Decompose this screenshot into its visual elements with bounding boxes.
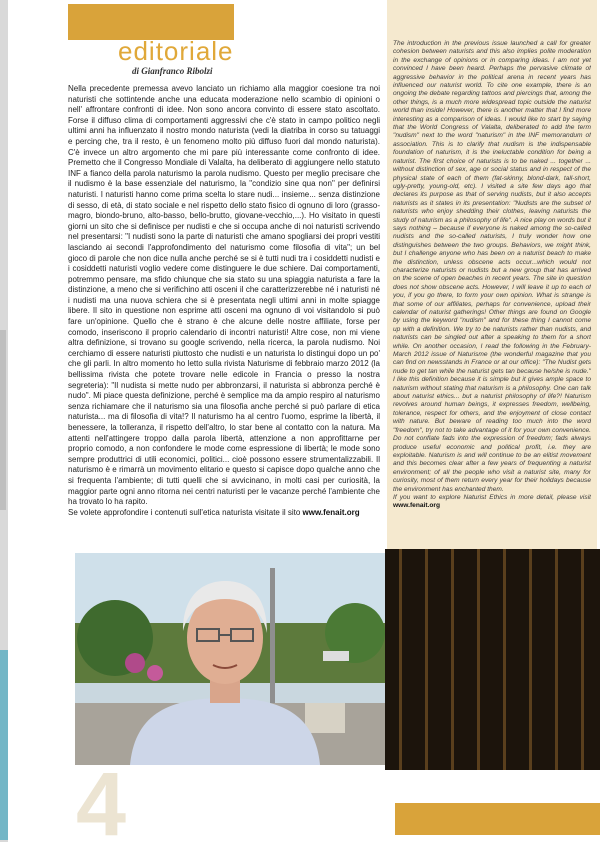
decorative-wood-panel	[385, 549, 600, 770]
english-article	[393, 40, 591, 548]
header-color-bar	[68, 4, 234, 40]
footer-color-bar	[395, 803, 600, 835]
italian-body: Nella precedente premessa avevo lanciato un richiamo alla maggior coesione tra noi naturisti che sottintende anche una educata moderazione nello scambio di opinioni o nell' affrontare confronti di idee. Non sono ancora convinto di essere stato ascoltato. Forse il diffuso clima di comportamenti aggressivi che c'è stato in campo politico negli ultimi anni ha influenzato il nostro mondo naturista (vedi la diatriba in corso su tatuaggi e percing che, tra il resto, è un fenomeno molto più diffuso fuori dal mondo naturista). C'è invece un altro argomento che mi pare più interessante come confronto di idee. Premetto che il Congresso Mondiale di Valalta, ha deliberato di aggiungere nello statuto INF a fianco della parola naturismo la parola nudismo. Questo per meglio precisare che il nudismo è la base essenziale del naturismo, la "condizio sine qua non" per definirsi naturisti. I naturisti hanno come prima scelta lo stare nudi... insieme... senza distinzione di sesso, di età, di stato sociale e nel rispetto dello stato fisico di ognuno di loro (grasso-magro, biondo-bruno, alto-basso, bello-brutto, giovane-vecchio,...). Ho visitato in questi giorni un sito che si definisce per nudisti e che si occupa anche di noi naturisti scrivendo nel presentarsi: "I nudisti sono la parte di naturisti che amano spogliarsi dei propri vestiti lasciando ai secondi l'approfondimento del naturismo come filosofia di vita"; un bel gioco di parole che non dice nulla anche perché se si è tutti nudi tra i cosiddetti nudisti e i cosiddetti naturisti voglio vedere come distinguere le due schiere. Dai comportamenti, potremmo pensare, ma sfido chiunque che sia stato su una spiaggia naturista a fare la distinzione, a meno che si verifichino atti osceni il che caratterizzerebbe né i naturisti né i nudisti ma una nuova schiera che si è presentata negli ultimi anni in molte spiagge libere. Il sito in questione non esprime atti osceni ma ognuno di voi visitandolo si può fare un'opinione. Quello che è strano è che alcune delle nostre affiliate, forse per comodo, inseriscono il proprio calendario di incontri naturisti! Altre cose, non mi viene altra definizione, si trovano su google scrivendo, nella ricerca, la parola nudismo. Noi cerchiamo di essere naturisti piuttosto che nudisti e un naturista lo distingui dopo un po' che gli parli. In altro momento ho letto sulla rivista Naturisme di febbraio marzo 2012 (la bellissima rivista che potete trovare nelle edicole in Francia o presso la nostra segreteria): "Il nudista si mette nudo per abbronzarsi, il naturista si abbronza perché è nudo". Mi piace questa definizione, perché è semplice ma da ampio respiro al naturismo senza richiamare che il naturismo sia una filosofia anche perché si può parlare di etica naturista... ma di filosofia di vita!? Il naturismo ha al centro l'uomo, esprime la libertà, il benessere, la tolleranza, il rispetto dell'altro, lo star bene al contatto con la natura. Ma attenti nell'attingere troppo dalla parola libertà, attenzione a non approfittarne per proprio comodo, a non confondere le mode come espressione di libertà; le mode sono sempre produttrici di utili economici, politici... cioè possono essere strumentalizzabili. Il naturismo è e rimarrà un movimento elitario e questo si capisce dopo qualche anno che si frequenta l'ambiente; di tutti quelli che si avvicinano, in molti casi per curiosità, la maggior parte ogni anno ritorna nei centri naturisti per le vacanze perché l'ambiente che ha trovato lo ha rapito.	[68, 84, 380, 507]
english-body: The introduction in the previous issue launched a call for greater cohesion between naturists and this also implies polite moderation in the exchange of opinions or in comparing ideas. I am not yet convinced I have been heard. Perhaps the pervasive climate of aggressive behavior in the political arena in recent years has influenced our naturist world. To cite one example, there is an ongoing the debate regarding tattoos and piercings that, among the other things, is a much more widespread topic outside the naturist world than inside! However, there is another matter that I find more interesting as a comparison of ideas. I would like to start by saying that the World Congress of Valalta, deliberated to add the term "nudism" next to the word "naturism" in the INF memorandum of association. This is to clarify that nudism is the indispensable foundation of naturism, it is the ineluctable condition for being a naturist. The first choice of naturists is to be naked ... together ... without distinction of sex, age or social status and in respect of the physical state of each of them (fat-skinny, blond-dark, tall-short, ugly-pretty, young-old, etc). I visited a site few days ago that declares its purpose as that of serving nudists, but it also accepts naturists as it states in its presentation: "Nudists are the subset of naturists who enjoy shedding their clothes, leaving naturists the study of naturism as a philosophy of life". A nice play on words but it says nothing – because if everyone is naked among the so-called nudists and the so-called naturists, I truly wonder how one distinguishes between the two groups. Behaviors, we might think, but I challenge anyone who has been on a naturist beach to make the distinction, unless obscene acts occur...which would not characterize naturists or nudists but a new group that has arrived on the scene of open beaches in recent years. The site in question does not show obscene acts. However, I will leave it up to each of you, if you go there, to form your own opinion. What is strange is that some of our affiliates, perhaps for convenience, upload their calendar of naturist gatherings! Other things are found on Google by using the keyword "nudism" and for these thing I cannot come up with a definition. We try to be naturists rather than nudists, and naturists can be singled out after a speaking to them for a short while. On another occasion, I read the following in the February-March 2012 issue of Naturisme (the wonderful magazine that you can find on newsstands in France or at our office): "The Nudist gets nude to get tan while the naturist gets tan because he/she is nude." I like this definition because it is simple but it gives ample space to naturism without stating that naturism is a philosophy. One can talk about naturist ethics... but a naturist philosophy of life?! Naturism revolves around human beings, it expresses freedom, wellbeing, tolerance, respect for others, and the enjoyment of close contact with nature. But beware of reading too much into the word "freedom", try not to take advantage of it for your own convenience. Do not conflate fads into the expression of freedom; fads always produce useful economic and political profit, i.e. they are exploitable. Naturism is and will continue to be an elitist movement and this becomes clear after a few years of frequenting a naturist environment; of all the people who visit a naturist site, many for curiosity, most of them return every year for their holidays because the environment has enchanted them.	[393, 40, 591, 493]
section-title: editoriale	[118, 36, 234, 66]
author-photo-illustration	[75, 553, 385, 765]
italian-closing-text: Se volete approfondire i contenuti sull'etica naturista visitate il sito	[68, 507, 303, 517]
italian-site-link[interactable]: www.fenait.org	[302, 507, 360, 517]
english-column	[387, 0, 597, 552]
blue-accent-strip	[0, 650, 8, 840]
binding-shadow	[0, 330, 6, 510]
english-closing-text: If you want to explore Naturist Ethics in more detail, please visit	[393, 493, 591, 501]
italian-article	[68, 84, 380, 552]
page-number: 4	[76, 755, 127, 842]
author-byline: di Gianfranco Ribolzi	[132, 66, 213, 76]
english-site-link[interactable]: www.fenait.org	[393, 502, 441, 510]
italian-closing	[68, 508, 380, 519]
english-closing	[393, 494, 591, 511]
author-photo	[75, 553, 385, 765]
